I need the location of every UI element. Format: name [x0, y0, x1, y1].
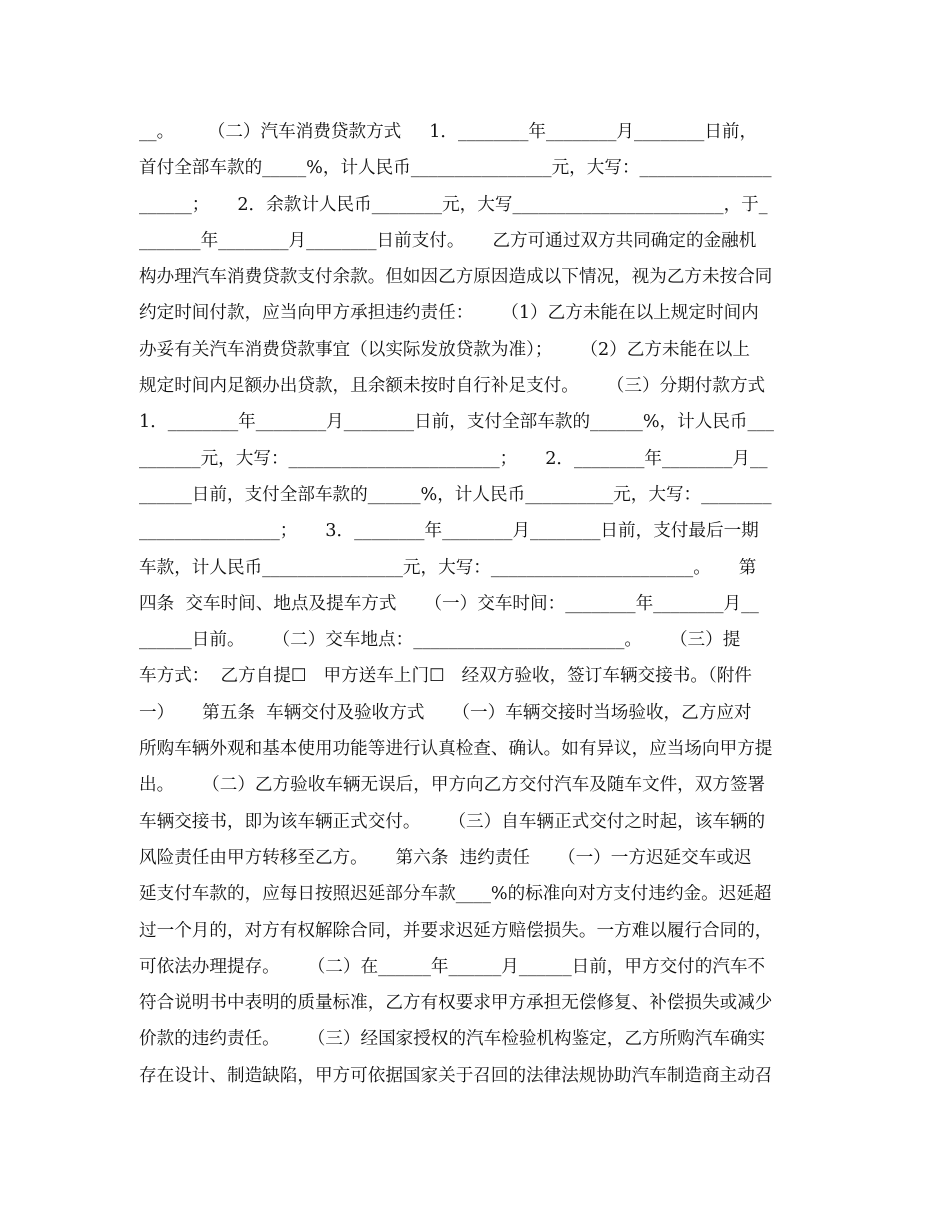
text-line: 首付全部车款的_____%，计人民币________________元，大写：_______________	[139, 158, 772, 179]
contract-body	[139, 114, 819, 1094]
text-line: ________________； 3．________年________月________日前，支付最后一期	[139, 521, 759, 542]
text-line: 存在设计、制造缺陷，甲方可依据国家关于召回的法律法规协助汽车制造商主动召	[139, 1065, 773, 1086]
text-line: __。 （二）汽车消费贷款方式 1．________年________月________日前，	[139, 122, 758, 142]
text-line: 符合说明书中表明的质量标准，乙方有权要求甲方承担无偿修复、补偿损失或减少	[139, 993, 773, 1014]
text-line: ______日前，支付全部车款的______%，计人民币__________元，大写：________	[139, 484, 772, 505]
text-line: ______日前。 （二）交车地点：________________________。 （三）提	[139, 630, 741, 651]
text-line: 延支付车款的，应每日按照迟延部分车款____%的标准向对方支付违约金。迟延超	[139, 884, 772, 905]
text-line: 办妥有关汽车消费贷款事宜（以实际发放贷款为准）； （2）乙方未能在以上	[139, 339, 750, 360]
text-line: 规定时间内足额办出贷款，且余额未按时自行补足支付。 （三）分期付款方式	[139, 376, 766, 397]
text-line: 车辆交接书，即为该车辆正式交付。 （三）自车辆正式交付之时起，该车辆的	[139, 811, 766, 832]
text-line: 一） 第五条 车辆交付及验收方式 （一）车辆交接时当场验收，乙方应对	[139, 702, 752, 723]
text-line: 可依法办理提存。 （二）在______年______月______日前，甲方交付的汽车不	[139, 956, 766, 977]
text-line: 过一个月的，对方有权解除合同，并要求迟延方赔偿损失。一方难以履行合同的，	[139, 920, 773, 941]
text-line: ______； 2．余款计人民币________元，大写________________________，于_	[139, 194, 768, 215]
text-line: 价款的违约责任。 （三）经国家授权的汽车检验机构鉴定，乙方所购汽车确实	[139, 1029, 766, 1050]
text-line: 四条 交车时间、地点及提车方式 （一）交车时间：________年________月__	[139, 593, 759, 614]
text-line: 1．________年________月________日前，支付全部车款的______%，计人民币___	[139, 412, 774, 433]
text-line: 所购车辆外观和基本使用功能等进行认真检查、确认。如有异议，应当场向甲方提	[139, 739, 773, 760]
text-line: 构办理汽车消费贷款支付余款。但如因乙方原因造成以下情况，视为乙方未按合同	[139, 267, 773, 288]
text-line: 出。 （二）乙方验收车辆无误后，甲方向乙方交付汽车及随车文件，双方签署	[139, 775, 766, 796]
text-line: _______元，大写：________________________； 2．________年________月__	[139, 448, 768, 469]
text-line: 车方式： 乙方自提☐ 甲方送车上门☐ 经双方验收，签订车辆交接书。（附件	[139, 666, 752, 687]
text-line: _______年________月________日前支付。 乙方可通过双方共同确定的金融机	[139, 230, 757, 251]
text-line: 风险责任由甲方转移至乙方。 第六条 违约责任 （一）一方迟延交车或迟	[139, 847, 752, 868]
text-line: 约定时间付款，应当向甲方承担违约责任： （1）乙方未能在以上规定时间内	[139, 303, 759, 324]
text-line: 车款，计人民币________________元，大写：_______________________。 第	[139, 557, 757, 578]
